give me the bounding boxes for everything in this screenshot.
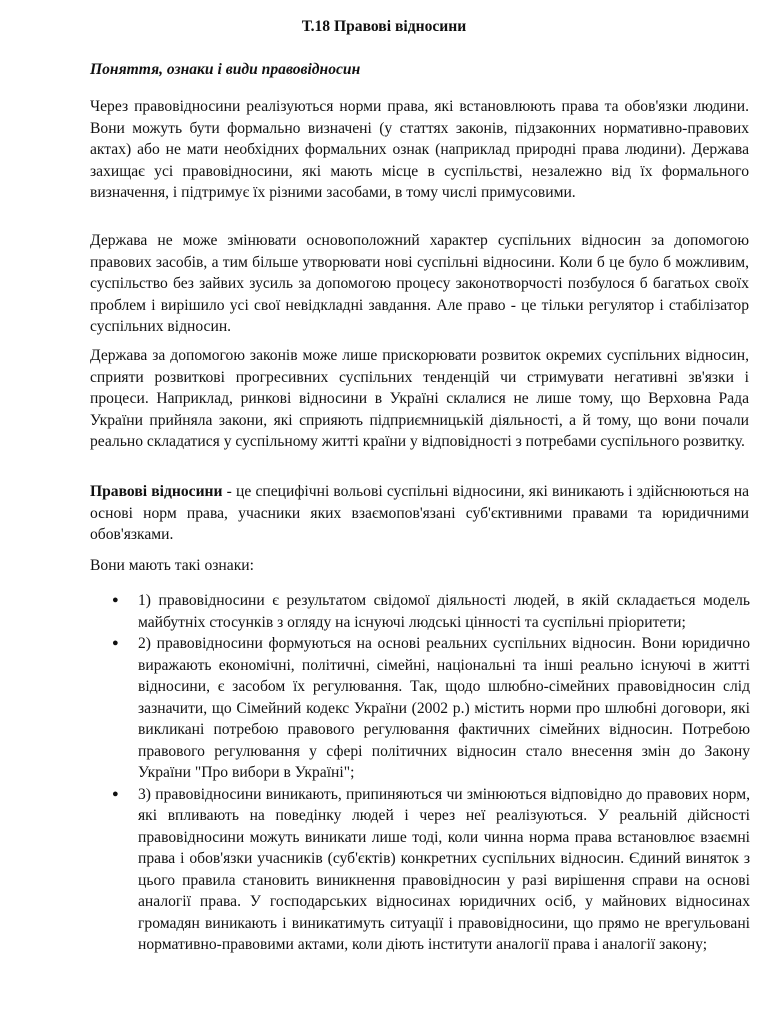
list-item-text: 3) правовідносини виникають, припиняються чи змінюються відповідно до правових норм, які впливають на поведінку людей і через неї реалізуються. У реальній дійсності правовідносини можуть виникати лише тоді, коли чинна норма права встановлює взаємні права і обов'язки учасників (суб'єктів) конкретних суспільних відносин. Єдиний виняток з цього правила становить виникнення правовідносин у разі вирішення справи на основі аналогії права. У господарських відносинах юридичних осіб, у майнових відносинах громадян виникають і виникатимуть ситуації і правовідносини, що прямо не врегульовані нормативно-правовими актами, коли діють інститути аналогії права і аналогії закону;: [138, 785, 750, 953]
features-intro: Вони мають такі ознаки:: [90, 557, 254, 574]
bullet-icon: ●: [112, 594, 119, 606]
paragraph-3: Держава за допомогою законів може лише прискорювати розвиток окремих суспільних відносин, сприяти розвиткові прогресивних суспільних тенденцій чи стримувати негативні зв'язки і процеси. Наприклад, ринкові відносини в Україні склалися не лише тому, що Верховна Рада України прийняла закони, які сприяють підприємницькій діяльності, а й тому, що вони почали реально складатися у суспільному житті країни у відповідності з потребами суспільного розвитку.: [90, 347, 749, 450]
page-title: Т.18 Правові відносини: [301, 18, 467, 35]
list-item: [90, 784, 750, 956]
list-item-text: 2) правовідносини формуються на основі реальних суспільних відносин. Вони юридично виражають економічні, політичні, сімейні, національні та інші реально існуючі в житті відносини, є засобом їх регулювання. Так, щодо шлюбно-сімейних правовідносин слід зазначити, що Сімейний кодекс України (2002 р.) містить норми про шлюбні договори, які викликані потребою правового регулювання фактичних сімейних відносин. Потребою правового регулювання у сфері політичних відносин стало внесення змін до Закону України "Про вибори в Україні";: [138, 635, 750, 781]
paragraph-2: Держава не може змінювати основоположний характер суспільних відносин за допомогою правових засобів, а тим більше утворювати нові суспільні відносини. Коли б це було б можливим, суспільство без зайвих зусиль за допомогою процесу законотворчості позбулося б багатьох своїх проблем і вирішило усі свої невідкладні завдання. Але право - це тільки регулятор і стабілізатор суспільних відносин.: [90, 232, 749, 335]
features-list: [90, 590, 750, 956]
bullet-icon: ●: [112, 637, 119, 649]
list-item: [90, 590, 750, 633]
paragraph-1: Через правовідносини реалізуються норми права, які встановлюють права та обов'язки людини. Вони можуть бути формально визначені (у статтях законів, підзаконних нормативно-правових актах) або не мати необхідних формальних ознак (наприклад природні права людини). Держава захищає усі правовідносини, які мають місце в суспільстві, незалежно від їх формального визначення, і підтримує їх різними засобами, в тому числі примусовими.: [90, 98, 749, 201]
definition-term: Правові відносини: [90, 483, 223, 500]
list-item-text: 1) правовідносини є результатом свідомої діяльності людей, в якій складається модель майбутніх стосунків з огляду на існуючі людські цінності та суспільні пріоритети;: [138, 592, 750, 631]
list-item: [90, 633, 750, 784]
definition-paragraph: [90, 481, 749, 546]
bullet-icon: ●: [112, 787, 119, 800]
section-subheading: Поняття, ознаки і види правовідносин: [90, 61, 361, 78]
definition-text: - це специфічні вольові суспільні відносини, які виникають і здійснюються на основі норм права, учасники яких взаємопов'язані суб'єктивними правами та юридичними обов'язками.: [90, 483, 749, 543]
